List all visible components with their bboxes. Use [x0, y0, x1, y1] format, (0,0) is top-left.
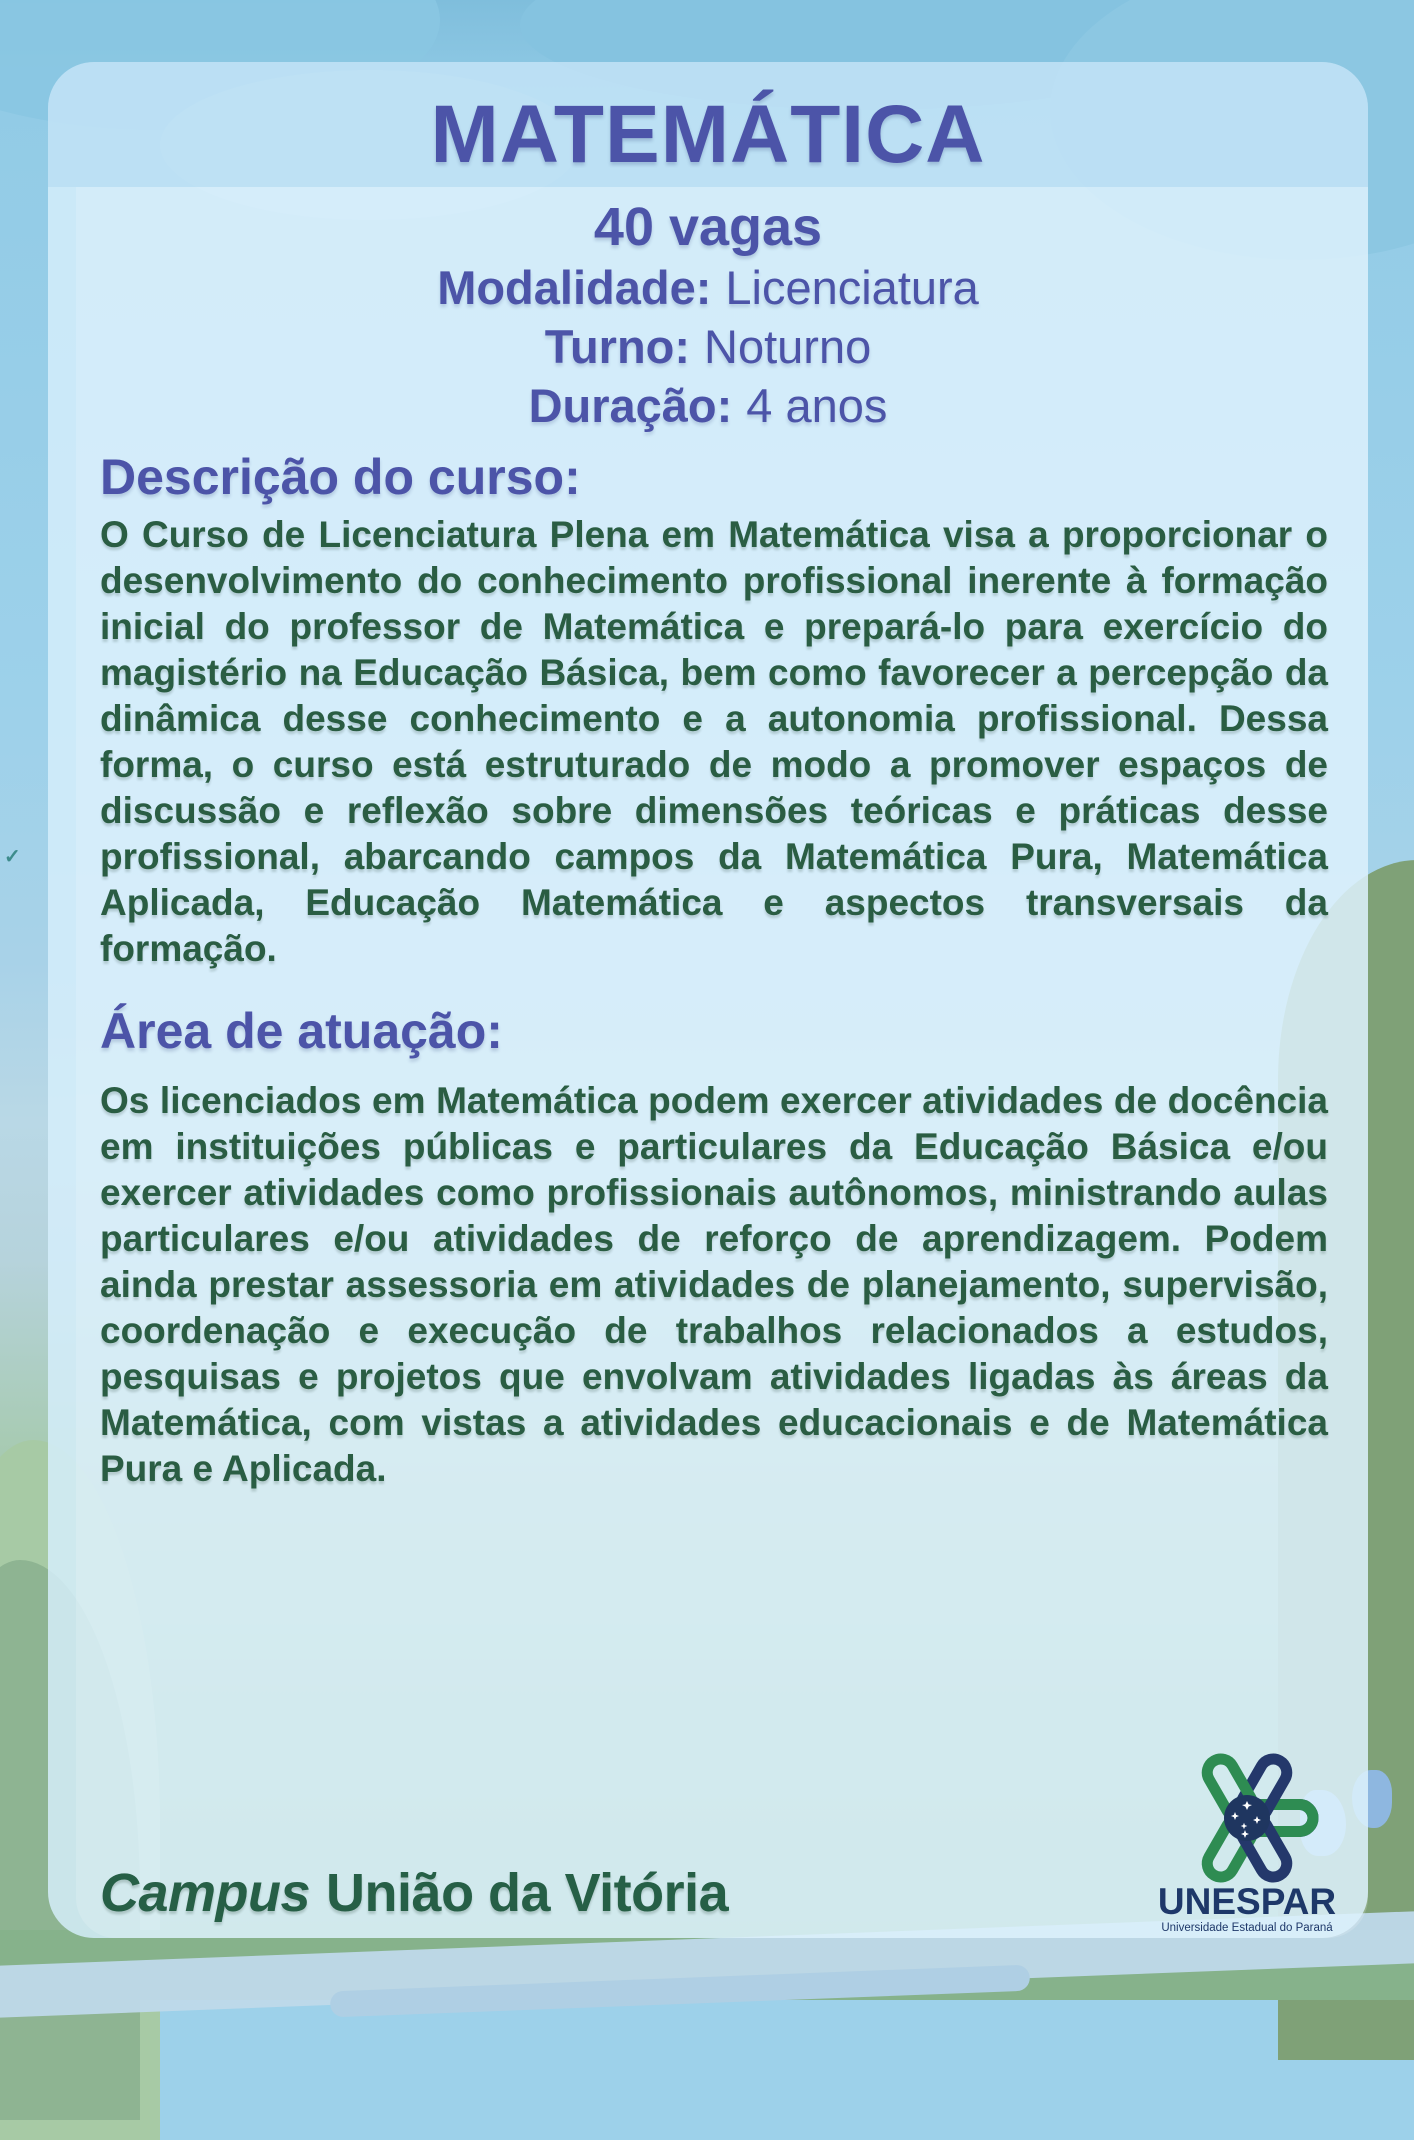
detail-value: 4 anos — [746, 379, 888, 432]
detail-duracao — [48, 376, 1368, 435]
campus-city: União da Vitória — [326, 1863, 729, 1923]
detail-turno — [48, 317, 1368, 376]
course-title: MATEMÁTICA — [430, 89, 986, 180]
detail-modalidade — [48, 258, 1368, 317]
section-heading-atuacao: Área de atuação: — [100, 1003, 503, 1059]
detail-value: Licenciatura — [725, 261, 979, 314]
detail-value: Noturno — [704, 320, 872, 373]
detail-label: Duração: — [528, 379, 733, 432]
vacancies-text: 40 vagas — [593, 197, 823, 257]
section-body-atuacao: Os licenciados em Matemática podem exercer atividades de docência em instituições públicas e particulares da Educação Básica e/ou exercer atividades como profissionais autônomos, ministrando aulas particulares e/ou atividades de reforço de aprendizagem. Podem ainda prestar assessoria em atividades de planejamento, supervisão, coordenação e execução de trabalhos relacionados a estudos, pesquisas e projetos que envolvam atividades ligadas às áreas da Matemática, com vistas a atividades educacionais e de Matemática Pura e Aplicada. — [100, 1080, 1328, 1489]
unespar-logo-icon — [1152, 1742, 1342, 1942]
campus-prefix: Campus — [100, 1863, 311, 1923]
section-heading-descricao: Descrição do curso: — [100, 449, 581, 505]
logo-acronym: UNESPAR — [1157, 1881, 1337, 1922]
detail-label: Modalidade: — [437, 261, 712, 314]
detail-label: Turno: — [544, 320, 691, 373]
unespar-logo — [1152, 1742, 1342, 1942]
section-body-descricao: O Curso de Licenciatura Plena em Matemática visa a proporcionar o desenvolvimento do conhecimento profissional inerente à formação inicial do professor de Matemática e prepará-lo para exercício do magistério na Educação Básica, bem como favorecer a percepção da dinâmica desse conhecimento e a autonomia profissional. Dessa forma, o curso está estruturado de modo a promover espaços de discussão e reflexão sobre dimensões teóricas e práticas desse profissional, abarcando campos da Matemática Pura, Matemática Aplicada, Educação Matemática e aspectos transversais da formação. — [100, 514, 1328, 969]
course-details — [48, 258, 1368, 435]
campus-name — [100, 1862, 728, 1924]
brushmark-shape: ✓ — [4, 846, 21, 868]
logo-tagline: Universidade Estadual do Paraná — [1161, 1922, 1333, 1934]
